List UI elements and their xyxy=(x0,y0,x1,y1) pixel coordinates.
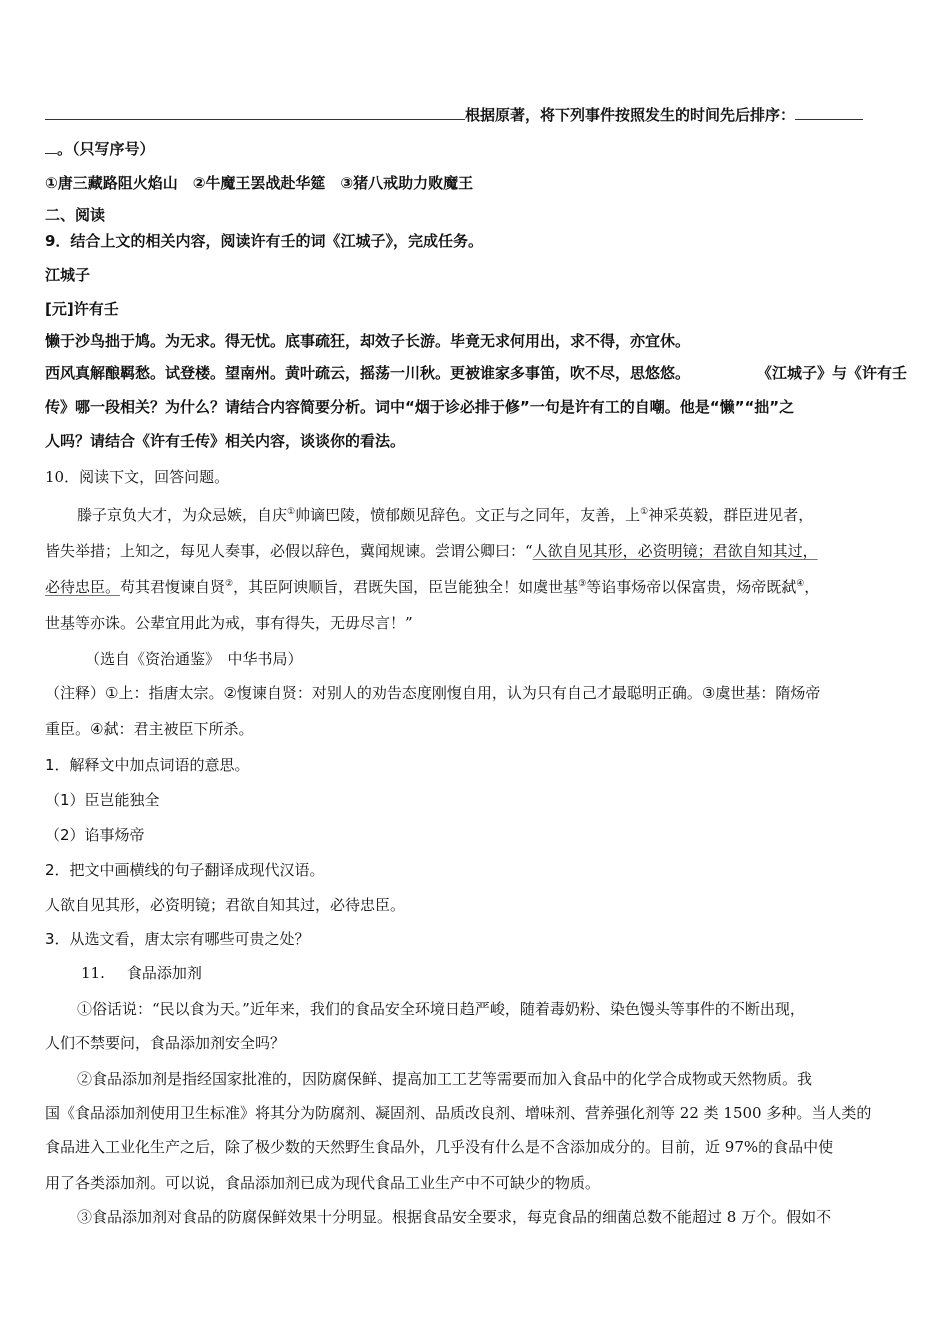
passage-line xyxy=(45,541,818,561)
passage-text: 神采英毅，群臣进见者， xyxy=(648,506,814,524)
passage-text: 帅谪巴陵，愤郁颇见辞色。文正与之同年，友善，上 xyxy=(295,506,641,524)
question-number: 11. xyxy=(81,964,105,982)
sub-question: 1．解释文中加点词语的意思。 xyxy=(45,756,250,774)
q8-note: 。（只写序号） xyxy=(57,140,155,158)
answer-blank xyxy=(795,105,863,120)
passage-text: 皆失举措；上知之，每见人奏事，必假以辞色，冀闻规谏。尝谓公卿曰：“ xyxy=(45,542,533,560)
q9-prompt: 9．结合上文的相关内容，阅读许有壬的词《江城子》，完成任务。 xyxy=(45,232,483,250)
passage-text: ， xyxy=(804,578,820,596)
article-title: 食品添加剂 xyxy=(126,964,202,982)
footnote-ref: ② xyxy=(225,579,234,589)
poem-line: 懒于沙鸟拙于鸠。为无求。得无忧。底事疏狂，却效子长游。毕竟无求何用出，求不得，亦宜休。 xyxy=(45,332,691,350)
notes: （注释）①上：指唐太宗。②愎谏自贤：对别人的劝告态度刚愎自用，认为只有自己才最聪明正确。③虞世基：隋炀帝 xyxy=(45,684,821,702)
sub-question-item: （2）谄事炀帝 xyxy=(45,826,145,844)
q8-instruction: 根据原著，将下列事件按照发生的时间先后排序： xyxy=(465,106,796,124)
footnote-ref: ④ xyxy=(796,579,805,589)
passage-text: ，其臣阿谀顺旨，君既失国，臣岂能独全！如虞世基 xyxy=(233,578,579,596)
q10-prompt: 10．阅读下文，回答问题。 xyxy=(45,468,230,486)
article-paragraph: 用了各类添加剂。可以说，食品添加剂已成为现代食品工业生产中不可缺少的物质。 xyxy=(45,1174,601,1192)
passage-text: 等谄事炀帝以保富贵，炀帝既弑 xyxy=(586,578,797,596)
underlined-sentence: 必待忠臣。 xyxy=(45,578,121,596)
article-paragraph: 食品进入工业化生产之后，除了极少数的天然野生食品外，几乎没有什么是不含添加成分的。目前，近 97%的食品中使 xyxy=(45,1138,834,1156)
poem-line-with-task xyxy=(45,363,907,383)
q8-events: ①唐三藏路阻火焰山 ②牛魔王罢战赴华筵 ③猪八戒助力败魔王 xyxy=(45,174,474,192)
footnote-ref: ③ xyxy=(578,579,587,589)
article-paragraph: ②食品添加剂是指经国家批准的，因防腐保鲜、提高加工工艺等需要而加入食品中的化学合成物或天然物质。我 xyxy=(77,1070,813,1088)
q9-task: 《江城子》与《许有壬 xyxy=(756,364,907,382)
sub-question: 2．把文中画横线的句子翻译成现代汉语。 xyxy=(45,861,325,879)
poem-author: [元]许有壬 xyxy=(45,300,119,318)
article-paragraph: 人们不禁要问，食品添加剂安全吗？ xyxy=(45,1034,286,1052)
section-heading: 二、阅读 xyxy=(45,206,106,224)
poem-title: 江城子 xyxy=(45,266,91,284)
q11-heading xyxy=(81,963,202,983)
q9-task: 传》哪一段相关？为什么？请结合内容简要分析。词中“烟于诊必排于修”一句是许有工的自嘲。他是“懒”“拙”之 xyxy=(45,398,795,416)
notes: 重臣。④弑：君主被臣下所杀。 xyxy=(45,720,254,738)
sub-question-item: （1）臣岂能独全 xyxy=(45,791,160,809)
article-paragraph: ①俗话说：“民以食为天。”近年来，我们的食品安全环境日趋严峻，随着毒奶粉、染色馒头等事件的不断出现， xyxy=(77,1000,805,1018)
article-paragraph: 国《食品添加剂使用卫生标准》将其分为防腐剂、凝固剂、品质改良剂、增味剂、营养强化剂等 22 类 1500 多种。当人类的 xyxy=(45,1104,872,1122)
passage-text: 苟其君愎谏自贤 xyxy=(120,578,226,596)
q8-instruction-line xyxy=(45,105,863,125)
sub-question: 3．从选文看，唐太宗有哪些可贵之处？ xyxy=(45,930,310,948)
q9-task: 人吗？请结合《许有壬传》相关内容，谈谈你的看法。 xyxy=(45,432,406,450)
poem-line: 西风真解酿羁愁。试登楼。望南州。黄叶疏云，摇荡一川秋。更被谁家多事笛，吹不尽，思悠悠。 xyxy=(45,364,691,382)
passage-text: 滕子京负大才，为众忌嫉，自庆 xyxy=(77,506,288,524)
article-paragraph: ③食品添加剂对食品的防腐保鲜效果十分明显。根据食品安全要求，每克食品的细菌总数不能超过 8 万个。假如不 xyxy=(77,1208,832,1226)
q8-instruction-cont xyxy=(45,139,155,159)
sub-question-sentence: 人欲自见其形，必资明镜；君欲自知其过，必待忠臣。 xyxy=(45,896,406,914)
footnote-ref: ① xyxy=(287,507,296,517)
answer-blank xyxy=(45,139,57,154)
passage-line xyxy=(45,577,819,597)
underlined-sentence: 人欲自见其形，必资明镜；君欲自知其过， xyxy=(532,542,818,560)
answer-blank xyxy=(45,105,465,120)
passage-line: 世基等亦诛。公辈宜用此为戒，事有得失，无毋尽言！” xyxy=(45,614,413,632)
footnote-ref: ① xyxy=(640,507,649,517)
passage-line xyxy=(77,505,813,525)
source-citation: （选自《资治通鉴》 中华书局） xyxy=(85,650,303,668)
